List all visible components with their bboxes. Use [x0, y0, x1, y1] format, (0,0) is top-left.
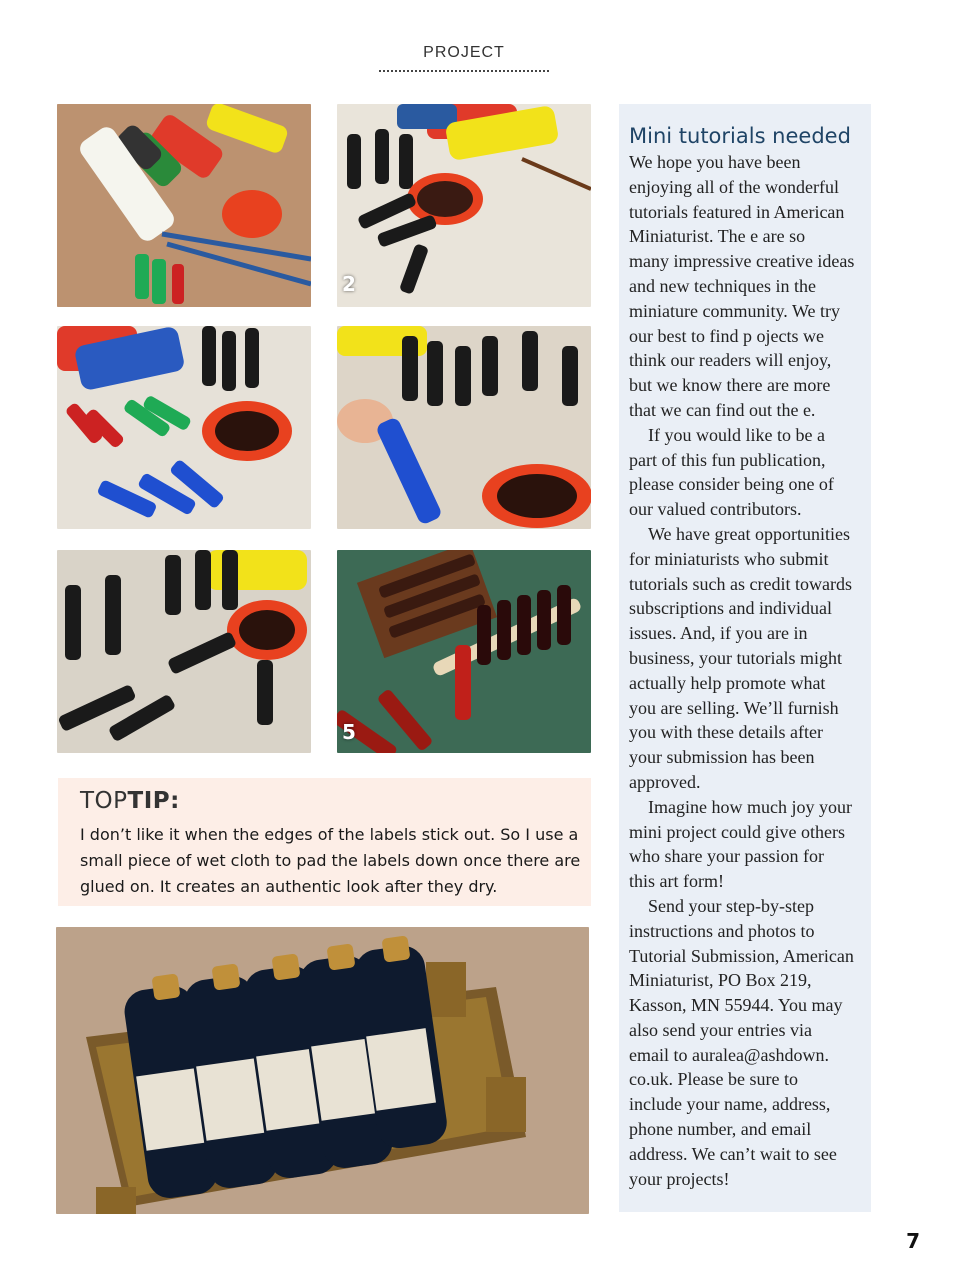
photo-black-bottles: [57, 550, 311, 753]
photo-step-5: [337, 550, 591, 753]
photo-painting-bottle: [337, 326, 591, 529]
sidebar-paragraph-4: Imagine how much joy your mini project could give others who share your passion for this art form!: [629, 796, 852, 892]
top-tip-text: I don’t like it when the edges of the labels stick out. So I use a small piece of wet cloth to pad the labels down once there are glued on. It creates an authentic look after they dry.: [80, 825, 581, 896]
photo-colored-bottles: [57, 326, 311, 529]
mini-tutorials-sidebar: [619, 104, 871, 1212]
sidebar-body: [629, 150, 863, 1191]
photo-finished-wine-rack: [56, 927, 589, 1214]
step-number-5: 5: [342, 720, 356, 744]
sidebar-paragraph-2: If you would like to be a part of this fun publication, please consider being one of our valued contributors.: [629, 424, 834, 520]
step-number-2: 2: [342, 272, 356, 296]
sidebar-title: Mini tutorials needed: [629, 124, 851, 148]
section-header: PROJECT: [379, 44, 549, 72]
sidebar-paragraph-3: We have great opportunities for miniaturists who submit tutorials such as credit towards subscriptions and individual issues. And, if you are in business, your tutorials might actually help promote what you are selling. We’ll furnish you with these details after your submission has been approved.: [629, 523, 852, 792]
sidebar-paragraph-5: Send your step-by-step instructions and photos to Tutorial Submission, American Miniaturist, PO Box 219, Kasson, MN 55944. You may also send your entries via email to auralea@ashdown. co.uk. Please be sure to include your name, address, phone number, and email address. We can’t wait to see your projects!: [629, 895, 854, 1189]
sidebar-paragraph-1: We hope you have been enjoying all of the wonderful tutorials featured in American Miniaturist. The e are so many impressive creative ideas and new techniques in the miniature community. We try our best to find p ojects we think our readers will enjoy, but we know there are more that we can find out the e.: [629, 152, 855, 420]
top-tip-box: [58, 778, 591, 906]
top-tip-title: TOPTIP:: [80, 788, 180, 814]
page-number: 7: [906, 1229, 920, 1253]
photo-step-2: [337, 104, 591, 307]
photo-paints-and-brushes: [57, 104, 311, 307]
